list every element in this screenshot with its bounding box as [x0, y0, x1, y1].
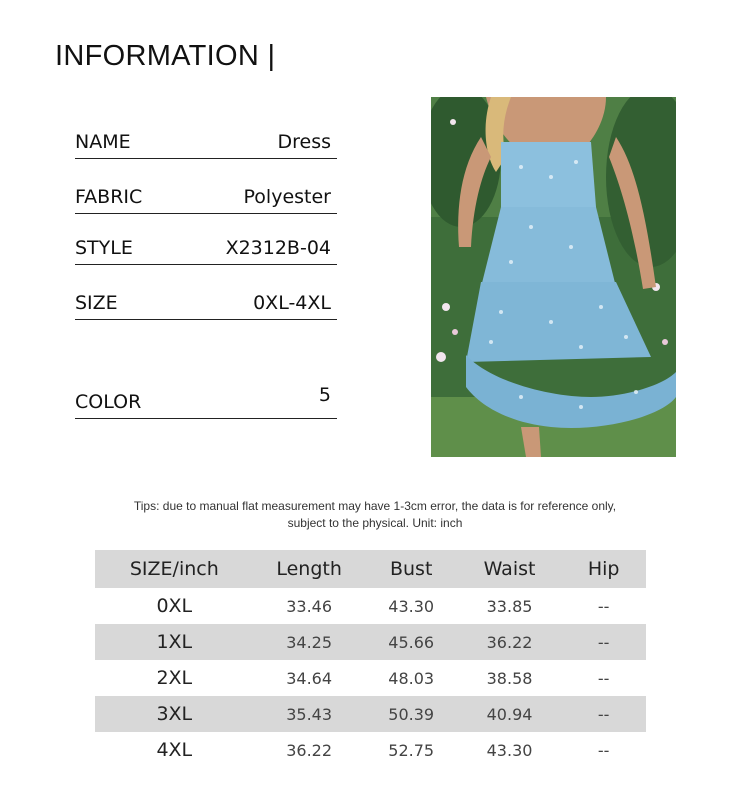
table-row: [95, 660, 646, 696]
info-row-fabric: [75, 183, 337, 214]
table-row: [95, 624, 646, 660]
waist-cell: 43.30: [486, 740, 533, 760]
table-row: [95, 732, 646, 768]
info-row-name: [75, 128, 337, 159]
size-cell: 3XL: [95, 696, 254, 732]
size-cell: 2XL: [156, 667, 193, 689]
info-row-color: [75, 384, 337, 419]
tips-line-2: subject to the physical. Unit: inch: [287, 516, 463, 530]
column-header: Bust: [365, 550, 458, 588]
hip-cell: --: [597, 596, 610, 616]
hip-cell: --: [597, 740, 610, 760]
length-cell: 34.25: [254, 624, 365, 660]
info-label: FABRIC: [75, 186, 143, 208]
length-cell: 36.22: [286, 740, 333, 760]
product-photo: [431, 97, 676, 457]
measurement-tips: [95, 498, 655, 532]
hip-cell: --: [597, 668, 610, 688]
column-header: SIZE/inch: [95, 550, 254, 588]
waist-cell: 33.85: [486, 596, 533, 616]
bust-cell: 43.30: [388, 596, 435, 616]
info-value: 0XL-4XL: [253, 292, 331, 314]
size-chart-table: [95, 550, 646, 768]
table-row: [95, 588, 646, 624]
info-row-size: [75, 289, 337, 320]
info-label: SIZE: [75, 292, 118, 314]
table-header-row: [95, 550, 646, 588]
size-cell: 1XL: [95, 624, 254, 660]
bust-cell: 52.75: [388, 740, 435, 760]
page-title: INFORMATION |: [55, 40, 276, 72]
bust-cell: 48.03: [388, 668, 435, 688]
info-value: Polyester: [243, 186, 331, 208]
column-header: Hip: [561, 550, 646, 588]
info-label: COLOR: [75, 391, 142, 413]
tips-line-1: Tips: due to manual flat measurement may have 1-3cm error, the data is for reference only,: [133, 499, 617, 513]
hip-cell: --: [561, 696, 646, 732]
waist-cell: 36.22: [458, 624, 562, 660]
waist-cell: 38.58: [486, 668, 533, 688]
info-label: STYLE: [75, 237, 133, 259]
bust-cell: 45.66: [365, 624, 458, 660]
info-label: NAME: [75, 131, 131, 153]
info-value: X2312B-04: [225, 237, 331, 259]
size-cell: 0XL: [156, 595, 193, 617]
table-row: [95, 696, 646, 732]
waist-cell: 40.94: [458, 696, 562, 732]
bust-cell: 50.39: [365, 696, 458, 732]
length-cell: 35.43: [254, 696, 365, 732]
length-cell: 34.64: [286, 668, 333, 688]
info-value: Dress: [277, 131, 331, 153]
dress-illustration: [431, 97, 676, 457]
column-header: Waist: [458, 550, 562, 588]
column-header: Length: [254, 550, 365, 588]
hip-cell: --: [561, 624, 646, 660]
length-cell: 33.46: [286, 596, 333, 616]
info-row-style: [75, 234, 337, 265]
size-cell: 4XL: [156, 739, 193, 761]
info-value: 5: [318, 384, 331, 406]
